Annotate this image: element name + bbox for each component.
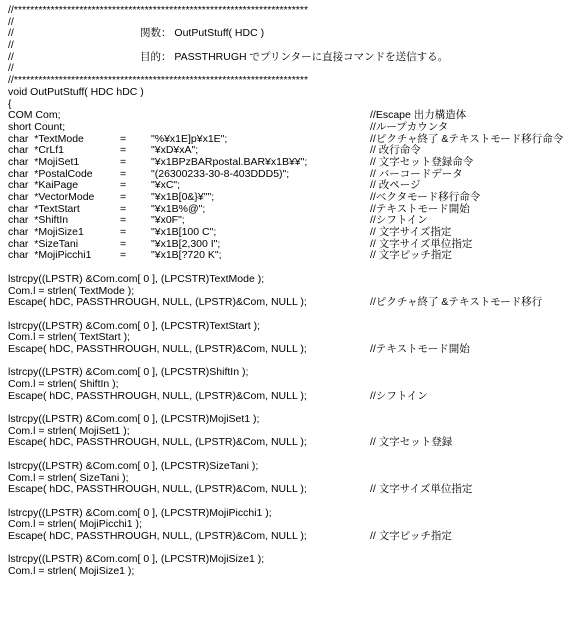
code-text: Escape( hDC, PASSTHROUGH, NULL, (LPSTR)&Com, NULL ); [8,483,307,496]
code-text: char *SizeTani [8,237,79,250]
code-heading: 関数： OutPutStuff( HDC ) [140,27,265,40]
code-listing [8,4,563,578]
code-text: Escape( hDC, PASSTHROUGH, NULL, (LPSTR)&Com, NULL ); [8,436,307,449]
code-heading: 目的： PASSTHRUGH でプリンターに直接コマンドを送信する。 [140,50,449,63]
code-line [8,132,563,146]
code-text: // [8,39,14,52]
code-comment: //テキストモード開始 [370,342,470,355]
code-comment: // 改ページ [370,179,421,192]
code-line [8,344,528,356]
assign-operator: = [120,202,127,215]
code-text: Com.l = strlen( TextStart ); [8,331,131,344]
code-text: char *CrLf1 [8,144,65,157]
code-comment: // 文字サイズ単位指定 [370,237,473,250]
code-text: char *MojiSize1 [8,226,84,239]
code-text: lstrcpy((LPSTR) &Com.com[ 0 ], (LPCSTR)SizeTani ); [8,459,259,472]
code-text: { [8,97,12,110]
code-text: Escape( hDC, PASSTHROUGH, NULL, (LPSTR)&Com, NULL ); [8,342,307,355]
code-text: Escape( hDC, PASSTHROUGH, NULL, (LPSTR)&Com, NULL ); [8,529,307,542]
code-text: char *MojiPicchi1 [8,249,92,262]
code-line [8,566,528,578]
code-text: lstrcpy((LPSTR) &Com.com[ 0 ], (LPCSTR)MojiSet1 ); [8,413,260,426]
code-text: char *TextMode [8,132,84,145]
code-line [8,169,528,181]
code-line [8,227,528,239]
code-text: lstrcpy((LPSTR) &Com.com[ 0 ], (LPCSTR)MojiSize1 ); [8,553,265,566]
code-text: COM Com; [8,109,61,122]
code-line [8,391,528,403]
code-text: char *TextStart [8,202,80,215]
string-literal: "¥xD¥xA"; [151,144,199,157]
code-line [8,309,528,321]
assign-operator: = [120,179,127,192]
code-comment: // 改行命令 [370,144,421,157]
code-line [8,122,528,134]
assign-operator: = [120,167,127,180]
code-line [8,17,528,29]
string-literal: "(26300233-30-8-403DDD5)"; [151,167,290,180]
code-comment: // 文字セット登録命令 [370,155,474,168]
code-text: Com.l = strlen( MojiPicchi1 ); [8,518,142,531]
code-comment: // バーコードデータ [370,167,463,180]
code-line [8,531,528,543]
code-line [8,274,528,286]
assign-operator: = [120,155,127,168]
code-comment: //テキストモード開始 [370,202,470,215]
code-line [8,110,528,122]
code-comment: //ループカウンタ [370,120,449,133]
code-text: Com.l = strlen( MojiSet1 ); [8,424,130,437]
code-line [8,296,543,309]
assign-operator: = [120,249,127,262]
code-comment: // 文字ピッチ指定 [370,529,452,542]
code-comment: //シフトイン [370,214,428,227]
code-text: //************************************************************************ [8,74,309,87]
code-line [8,379,528,391]
assign-operator: = [120,144,127,157]
code-text: //************************************************************************ [8,4,309,16]
code-comment: // 文字サイズ指定 [370,226,452,239]
string-literal: "¥x1B[?720 K"; [151,249,222,262]
code-line [8,87,528,99]
string-literal: "%¥x1E]p¥x1E"; [151,132,228,145]
string-literal: "¥x0F"; [151,214,185,227]
string-literal: "¥x1B%@"; [151,202,206,215]
code-comment: // 文字サイズ単位指定 [370,483,473,496]
code-comment: // 文字セット登録 [370,436,453,449]
code-line [8,484,528,496]
code-text: Escape( hDC, PASSTHROUGH, NULL, (LPSTR)&Com, NULL ); [8,389,307,402]
code-text: char *MojiSet1 [8,155,80,168]
code-text: char *PostalCode [8,167,93,180]
code-text: char *ShiftIn [8,214,69,227]
code-text: Escape( hDC, PASSTHROUGH, NULL, (LPSTR)&Com, NULL ); [8,296,307,309]
code-line [8,496,528,508]
code-comment: //ピクチャ終了 &テキストモード移行 [370,296,543,309]
code-text: char *KaiPage [8,179,79,192]
string-literal: "¥x1B[0&}¥""; [151,191,215,203]
code-text: // [8,50,14,63]
code-comment: //Escape 出力構造体 [370,109,467,122]
code-text: lstrcpy((LPSTR) &Com.com[ 0 ], (LPCSTR)TextMode ); [8,272,265,285]
code-line [8,250,528,262]
code-text: Com.l = strlen( TextMode ); [8,284,135,297]
code-text: Com.l = strlen( SizeTani ); [8,471,129,484]
code-line [8,461,528,473]
code-text: // [8,27,14,40]
code-comment: //ピクチャ終了 &テキストモード移行命令 [370,132,563,145]
string-literal: "¥xC"; [151,179,181,192]
assign-operator: = [120,237,127,250]
code-line [8,437,528,449]
code-comment: // 文字ピッチ指定 [370,249,452,262]
code-line [8,192,528,204]
code-text: char *VectorMode [8,191,95,203]
code-line [8,414,528,426]
code-line [8,40,528,52]
code-text: lstrcpy((LPSTR) &Com.com[ 0 ], (LPCSTR)MojiPicchi1 ); [8,506,272,519]
assign-operator: = [120,226,127,239]
string-literal: "¥x1BPzBARpostal.BAR¥x1B¥¥"; [151,155,308,168]
code-comment: //シフトイン [370,389,428,402]
code-line [8,52,528,64]
assign-operator: = [120,191,127,203]
assign-operator: = [120,132,127,145]
code-text: // [8,15,14,28]
code-line [8,28,528,40]
code-text: lstrcpy((LPSTR) &Com.com[ 0 ], (LPCSTR)TextStart ); [8,319,261,332]
code-text: Com.l = strlen( ShiftIn ); [8,378,119,390]
string-literal: "¥x1B[2,300 I"; [151,237,221,250]
assign-operator: = [120,214,127,227]
code-line [8,5,528,17]
code-comment: //ベクタモード移行命令 [370,191,481,203]
code-text: short Count; [8,120,66,133]
code-text: lstrcpy((LPSTR) &Com.com[ 0 ], (LPCSTR)ShiftIn ); [8,366,249,379]
code-text: Com.l = strlen( MojiSize1 ); [8,565,135,577]
code-line [8,204,528,216]
string-literal: "¥x1B[100 C"; [151,226,217,239]
code-text: void OutPutStuff( HDC hDC ) [8,85,144,98]
code-text: // [8,62,14,75]
code-line [8,157,528,169]
